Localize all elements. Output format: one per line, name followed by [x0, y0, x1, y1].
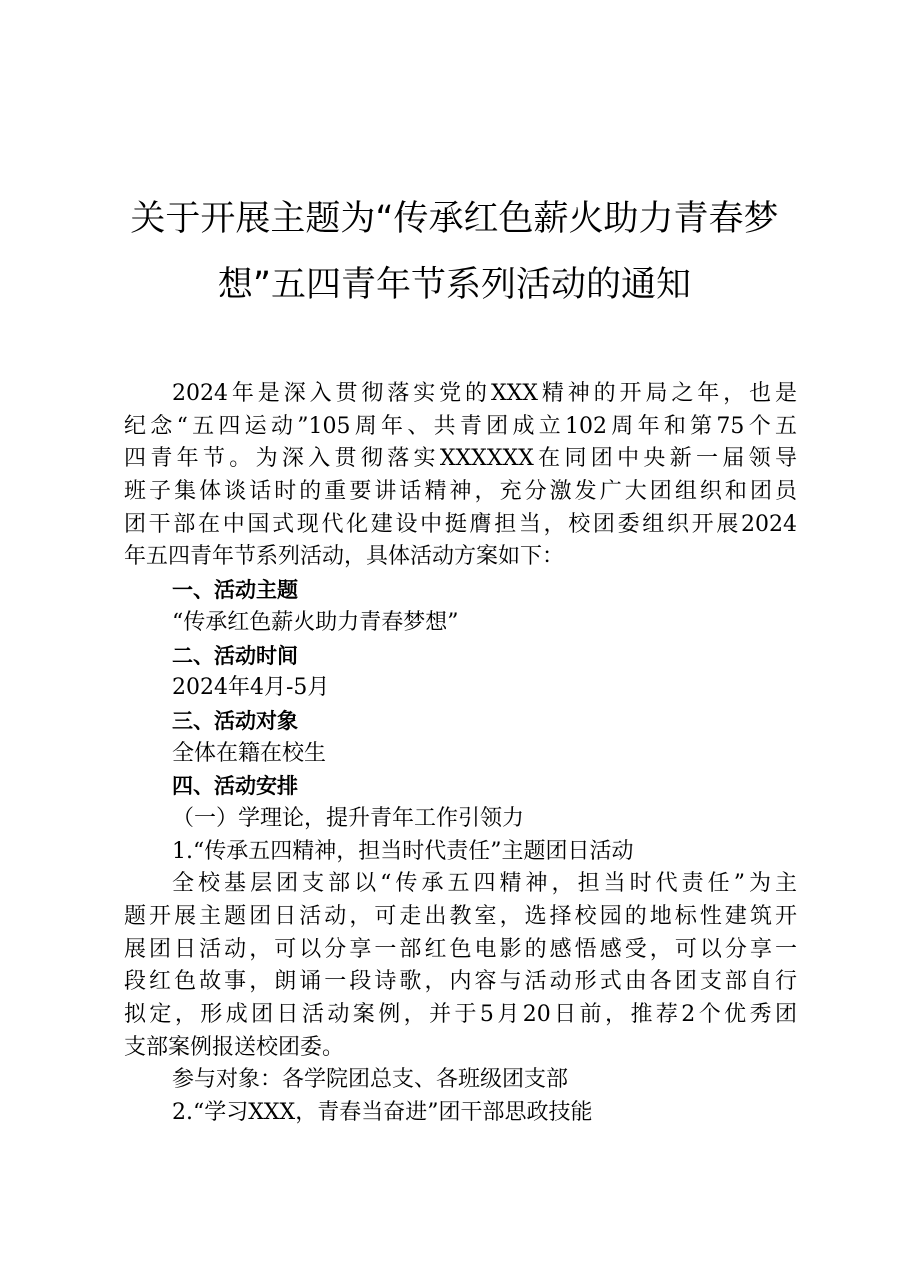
item-heading-1: 1.“传承五四精神，担当时代责任”主题团日活动 [172, 838, 634, 864]
section-heading-audience: 三、活动对象 [172, 708, 298, 733]
item-1-paragraph-line: 段红色故事，朗诵一段诗歌，内容与活动形式由各团支部自行 [124, 969, 797, 995]
item-1-participants: 参与对象：各学院团总支、各班级团支部 [172, 1067, 569, 1093]
intro-line: 2024年是深入贯彻落实党的XXX精神的开局之年，也是 [172, 381, 797, 406]
section-content-audience: 全体在籍在校生 [172, 740, 327, 766]
intro-line: 团干部在中国式现代化建设中挺膺担当，校团委组织开展2024 [124, 511, 797, 537]
section-heading-theme: 一、活动主题 [172, 578, 298, 603]
item-heading-2: 2.“学习XXX，青春当奋进”团干部思政技能 [172, 1100, 593, 1126]
section-heading-time: 二、活动时间 [172, 643, 298, 668]
intro-line: 四青年节。为深入贯彻落实XXXXXX在同团中央新一届领导 [124, 446, 797, 472]
item-1-paragraph-line: 支部案例报送校团委。 [124, 1034, 345, 1060]
item-1-paragraph-line: 拟定，形成团日活动案例，并于5月20日前，推荐2个优秀团 [124, 1002, 797, 1028]
intro-line: 年五四青年节系列活动，具体活动方案如下： [124, 544, 565, 570]
item-1-paragraph-line: 题开展主题团日活动，可走出教室，选择校园的地标性建筑开 [124, 904, 797, 929]
subsection-heading-theory: （一）学理论，提升青年工作引领力 [172, 805, 525, 831]
intro-line: 班子集体谈话时的重要讲话精神，充分激发广大团组织和团员 [124, 479, 797, 505]
document-title-line-2: 想”五四青年节系列活动的通知 [217, 265, 692, 305]
intro-line: 纪念“五四运动”105周年、共青团成立102周年和第75个五 [124, 413, 797, 439]
item-1-paragraph-line: 全校基层团支部以“传承五四精神，担当时代责任”为主 [172, 871, 797, 897]
section-content-theme: “传承红色薪火助力青春梦想” [172, 609, 459, 635]
document-title-line-1: 关于开展主题为“传承红色薪火助力青春梦 [130, 199, 779, 239]
item-1-paragraph-line: 展团日活动，可以分享一部红色电影的感悟感受，可以分享一 [124, 936, 797, 962]
section-heading-arrangement: 四、活动安排 [172, 774, 298, 799]
document-body [124, 378, 797, 1130]
section-content-time: 2024年4月-5月 [172, 675, 330, 701]
